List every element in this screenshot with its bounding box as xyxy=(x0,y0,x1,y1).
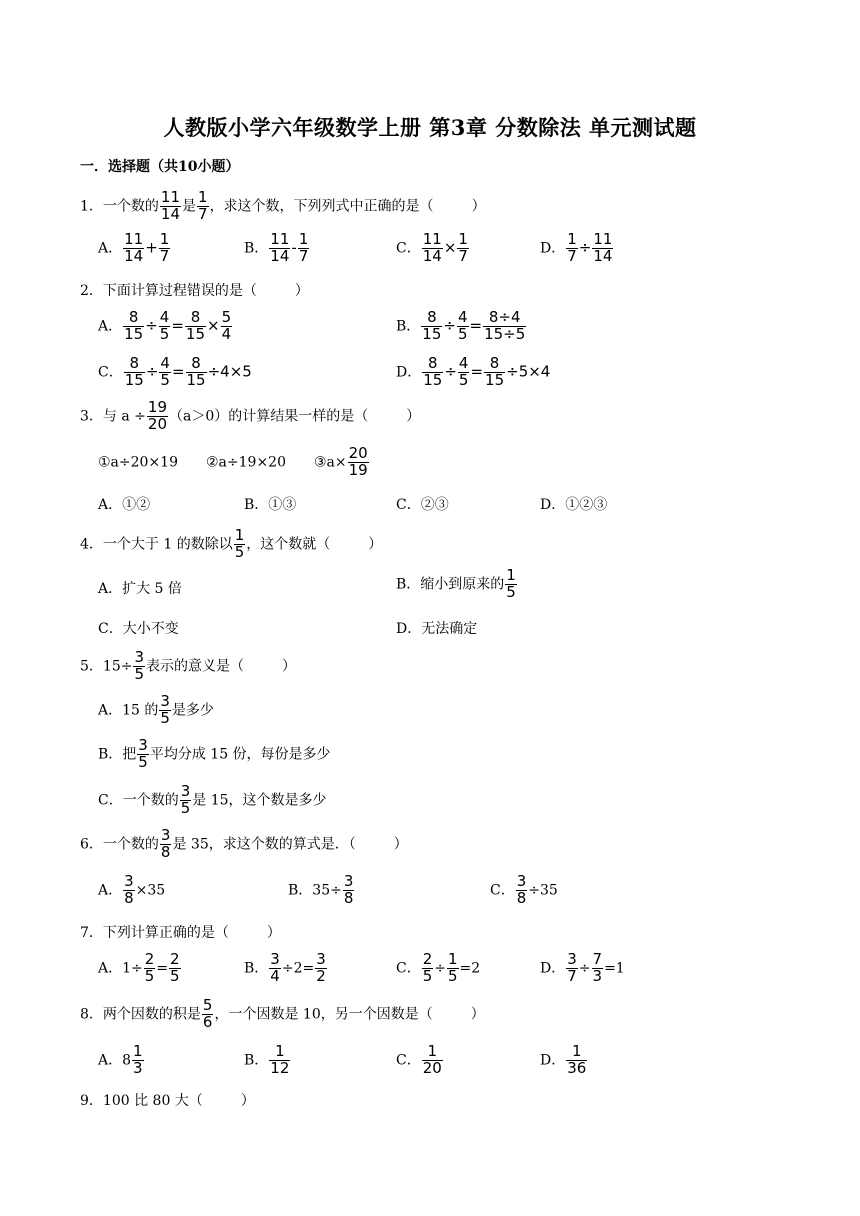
q4-option-b[interactable]: B．缩小到原来的 $\frac{1}{5}$ xyxy=(396,566,516,601)
q3-option-b[interactable]: B．①③ xyxy=(244,497,297,513)
q3-option-c[interactable]: C．②③ xyxy=(396,497,449,513)
question-9: 9．100 比 80 大（ ） xyxy=(80,1093,255,1109)
q7-option-b[interactable]: B． $\frac{3}{4}$ ÷2= $\frac{3}{2}$ xyxy=(244,950,326,985)
fraction: $\frac{1}{7}$ xyxy=(198,188,208,223)
q5-option-a[interactable]: A．15 的 $\frac{3}{5}$ 是多少 xyxy=(98,692,214,727)
question-2: 2．下面计算过程错误的是（ ） xyxy=(80,283,309,299)
q7-option-c[interactable]: C． $\frac{2}{5}$ ÷ $\frac{1}{5}$ =2 xyxy=(396,950,481,985)
question-4: 4．一个大于 1 的数除以 $\frac{1}{5}$ ，这个数就（ ） xyxy=(80,526,383,561)
question-7: 7．下列计算正确的是（ ） xyxy=(80,925,281,941)
q1-option-d[interactable]: D． $\frac{1}{7}$ ÷ $\frac{11}{14}$ xyxy=(540,230,613,265)
q2-option-a[interactable]: A． $\frac{8}{15}$ ÷ $\frac{4}{5}$ = $\frac{8}{15}$ × $\frac{5}{4}$ xyxy=(98,308,232,343)
q7-option-a[interactable]: A．1÷ $\frac{2}{5}$ = $\frac{2}{5}$ xyxy=(98,950,180,985)
q1-option-c[interactable]: C． $\frac{11}{14}$ × $\frac{1}{7}$ xyxy=(396,230,468,265)
page-title: 人教版小学六年级数学上册 第3章 分数除法 单元测试题 xyxy=(163,115,697,140)
fraction: $\frac{11}{14}$ xyxy=(160,188,181,223)
question-8: 8．两个因数的积是 $\frac{5}{6}$ ，一个因数是 10，另一个因数是（ ） xyxy=(80,996,485,1031)
q4-option-d[interactable]: D．无法确定 xyxy=(396,621,478,637)
q2-option-c[interactable]: C． $\frac{8}{15}$ ÷ $\frac{4}{5}$ = $\frac{8}{15}$ ÷4×5 xyxy=(98,354,252,389)
q5-option-c[interactable]: C．一个数的 $\frac{3}{5}$ 是 15，这个数是多少 xyxy=(98,782,327,817)
q8-option-c[interactable]: C． $\frac{1}{20}$ xyxy=(396,1042,442,1077)
q6-option-a[interactable]: A． $\frac{3}{8}$ ×35 xyxy=(98,872,166,907)
question-6: 6．一个数的 $\frac{3}{8}$ 是 35，求这个数的算式是．（ ） xyxy=(80,826,408,861)
q2-option-d[interactable]: D． $\frac{8}{15}$ ÷ $\frac{4}{5}$ = $\frac{8}{15}$ ÷5×4 xyxy=(396,354,551,389)
q6-option-c[interactable]: C． $\frac{3}{8}$ ÷35 xyxy=(490,872,558,907)
q4-option-a[interactable]: A．扩大 5 倍 xyxy=(98,581,182,597)
q3-option-d[interactable]: D．①②③ xyxy=(540,497,608,513)
question-3: 3．与 a ÷ $\frac{19}{20}$ （a＞0）的计算结果一样的是（ ） xyxy=(80,398,421,433)
q2-option-b[interactable]: B． $\frac{8}{15}$ ÷ $\frac{4}{5}$ = $\frac{8\div 4}{15\div 5}$ xyxy=(396,308,526,343)
q8-option-a[interactable]: A．8 $\frac{1}{3}$ xyxy=(98,1042,143,1077)
question-5: 5．15÷ $\frac{3}{5}$ 表示的意义是（ ） xyxy=(80,648,297,683)
q1-option-b[interactable]: B． $\frac{11}{14}$ - $\frac{1}{7}$ xyxy=(244,230,309,265)
q8-option-d[interactable]: D． $\frac{1}{36}$ xyxy=(540,1042,587,1077)
q5-option-b[interactable]: B．把 $\frac{3}{5}$ 平均分成 15 份，每份是多少 xyxy=(98,736,331,771)
question-1: 1．一个数的 $\frac{11}{14}$ 是 $\frac{1}{7}$ ，求这个数，下列列式中正确的是（ ） xyxy=(80,188,486,223)
q8-option-b[interactable]: B． $\frac{1}{12}$ xyxy=(244,1042,290,1077)
q3-expressions: ①a÷20×19 ②a÷19×20 ③a× $\frac{20}{19}$ xyxy=(98,444,368,479)
q6-option-b[interactable]: B．35÷ $\frac{3}{8}$ xyxy=(288,872,354,907)
q7-option-d[interactable]: D． $\frac{3}{7}$ ÷ $\frac{7}{3}$ =1 xyxy=(540,950,625,985)
q3-option-a[interactable]: A．①② xyxy=(98,497,151,513)
section-heading: 一．选择题（共10小题） xyxy=(80,159,240,175)
q4-option-c[interactable]: C．大小不变 xyxy=(98,621,179,637)
q1-option-a[interactable]: A． $\frac{11}{14}$ + $\frac{1}{7}$ xyxy=(98,230,170,265)
